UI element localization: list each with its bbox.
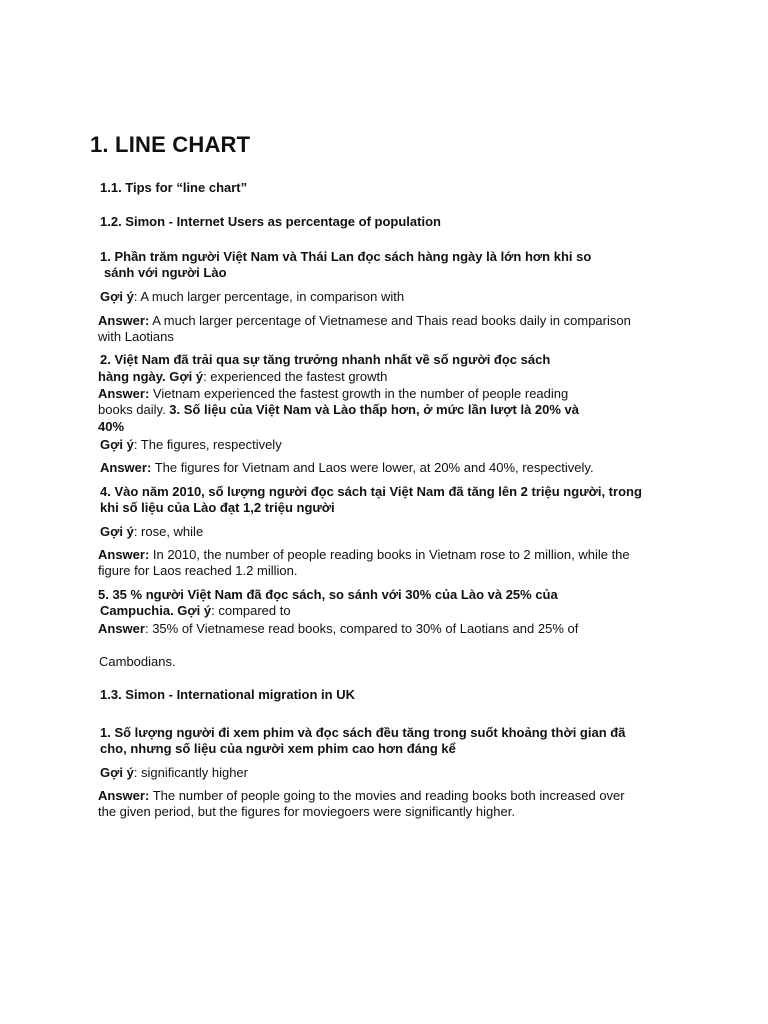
question-4-hint (100, 524, 203, 540)
question-5-line-1: 5. 35 % người Việt Nam đã đọc sách, so sánh với 30% của Lào và 25% của (98, 587, 558, 602)
hint-text: : experienced the fastest growth (203, 369, 388, 384)
question-1-answer-line-2: with Laotians (98, 329, 174, 344)
question-1-answer-line-1: Answer: A much larger percentage of Vietnamese and Thais read books daily in comparison (98, 313, 631, 328)
hint-text: : rose, while (133, 524, 204, 539)
question-3-answer: Answer: The figures for Vietnam and Laos were lower, at 20% and 40%, respectively. (100, 460, 594, 475)
migration-question-1-line-1: 1. Số lượng người đi xem phim và đọc sách đều tăng trong suốt khoảng thời gian đã (100, 725, 626, 740)
answer-text: books daily. (98, 402, 170, 417)
question-2-bold-text: hàng ngày. Gợi ý (98, 369, 204, 384)
migration-question-1-hint (100, 765, 248, 781)
answer-text: A much larger percentage of Vietnamese and Thais read books daily in comparison (149, 313, 631, 328)
answer-text: The number of people going to the movies and reading books both increased over (149, 788, 625, 803)
question-2-line-1: 2. Việt Nam đã trải qua sự tăng trưởng nhanh nhất về số người đọc sách (100, 352, 551, 367)
question-2-line-2 (98, 369, 387, 385)
hint-label: Gợi ý (100, 289, 134, 304)
hint-label: Gợi ý (100, 437, 134, 452)
answer-label: Answer (98, 788, 145, 803)
question-4-line-1: 4. Vào năm 2010, số lượng người đọc sách tại Việt Nam đã tăng lên 2 triệu người, trong (100, 484, 642, 499)
migration-question-1-answer-line-2: the given period, but the figures for moviegoers were significantly higher. (98, 804, 515, 819)
answer-label: Answer (98, 621, 145, 636)
answer-text: : 35% of Vietnamese read books, compared to 30% of Laotians and 25% of (144, 621, 579, 636)
question-1-hint (100, 289, 404, 305)
migration-question-1-line-2: cho, nhưng số liệu của người xem phim cao hơn đáng kể (100, 741, 456, 756)
section-heading-tips: 1.1. Tips for “line chart” (100, 180, 248, 195)
question-1-line-2: sánh với người Lào (104, 265, 227, 280)
answer-text: The figures for Vietnam and Laos were lower, at 20% and 40%, respectively. (151, 460, 594, 475)
question-3-line-2: 40% (98, 419, 125, 434)
answer-label: Answer (98, 386, 145, 401)
section-heading-migration: 1.3. Simon - International migration in UK (100, 687, 355, 702)
hint-label: Gợi ý (100, 765, 134, 780)
hint-text: : significantly higher (133, 765, 248, 780)
section-heading-internet-users: 1.2. Simon - Internet Users as percentage of population (100, 214, 441, 229)
migration-question-1-answer-line-1: Answer: The number of people going to the movies and reading books both increased over (98, 788, 625, 803)
question-5-answer-line-1 (98, 621, 578, 637)
answer-text: In 2010, the number of people reading books in Vietnam rose to 2 million, while the (149, 547, 630, 562)
question-5-line-2 (100, 603, 291, 619)
hint-text: : The figures, respectively (133, 437, 282, 452)
hint-text: : compared to (211, 603, 291, 618)
question-3-hint (100, 437, 282, 453)
question-2-answer-line-1: Answer: Vietnam experienced the fastest growth in the number of people reading (98, 386, 569, 401)
answer-label: Answer (98, 547, 145, 562)
hint-label: Gợi ý (100, 524, 134, 539)
question-4-answer-line-1: Answer: In 2010, the number of people reading books in Vietnam rose to 2 million, while the (98, 547, 630, 562)
question-4-answer-line-2: figure for Laos reached 1.2 million. (98, 563, 298, 578)
answer-label: Answer (98, 313, 145, 328)
question-2-answer-line-2 (98, 402, 579, 418)
question-5-bold-text: Campuchia. Gợi ý (100, 603, 212, 618)
answer-label: Answer (100, 460, 147, 475)
question-4-line-2: khi số liệu của Lào đạt 1,2 triệu người (100, 500, 335, 515)
page-title: 1. LINE CHART (90, 132, 251, 157)
answer-text: Vietnam experienced the fastest growth in the number of people reading (149, 386, 569, 401)
question-3-line-1: 3. Số liệu của Việt Nam và Lào thấp hơn, ở mức lần lượt là 20% và (169, 402, 580, 417)
question-5-answer-line-2: Cambodians. (99, 654, 176, 669)
question-1-line-1: 1. Phần trăm người Việt Nam và Thái Lan đọc sách hàng ngày là lớn hơn khi so (100, 249, 592, 264)
hint-text: : A much larger percentage, in comparison with (133, 289, 405, 304)
